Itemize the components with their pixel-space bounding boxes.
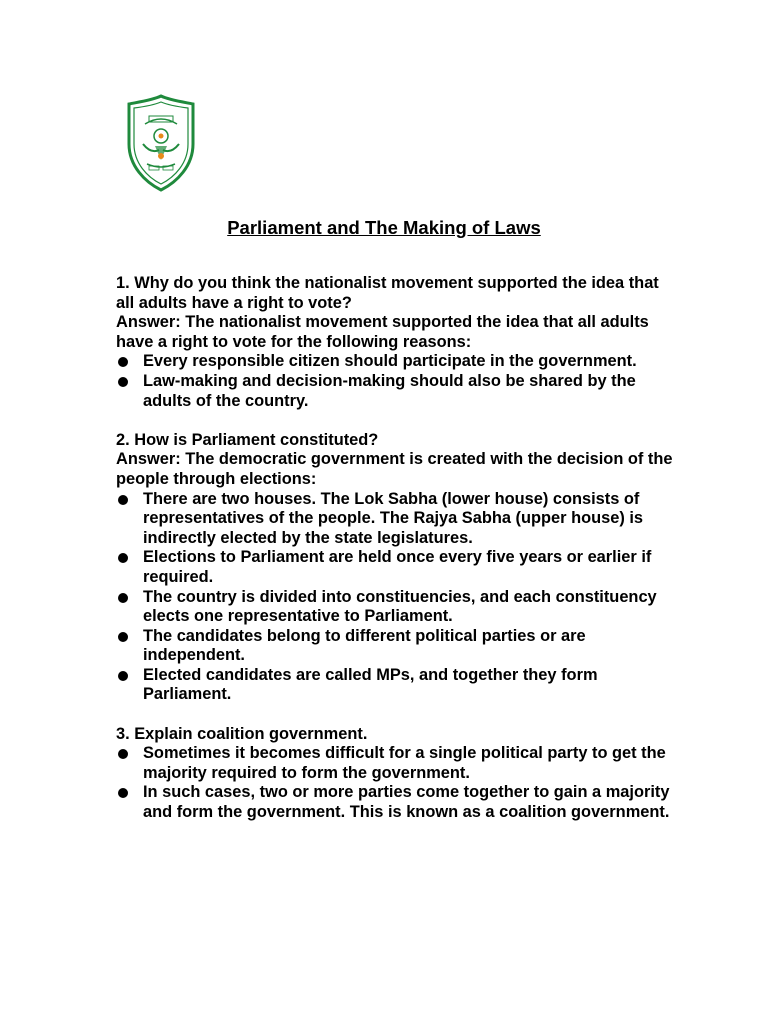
list-item: In such cases, two or more parties come together to gain a majority and form the government. This is known as a coalition government.	[116, 783, 676, 822]
bullet-list-3	[116, 744, 676, 822]
bullet-list-1	[116, 352, 676, 411]
list-item: Elected candidates are called MPs, and together they form Parliament.	[116, 666, 676, 705]
bullet-icon	[118, 749, 128, 759]
document-body	[116, 274, 676, 823]
answer-1: Answer: The nationalist movement supported the idea that all adults have a right to vote for the following reasons:	[116, 313, 649, 351]
list-item: The candidates belong to different political parties or are independent.	[116, 627, 676, 666]
question-number: 2.	[116, 430, 130, 449]
school-logo	[125, 94, 197, 192]
bullet-icon	[118, 553, 128, 563]
document-title: Parliament and The Making of Laws	[227, 217, 541, 238]
question-text: How is Parliament constituted?	[134, 430, 379, 449]
list-item: Elections to Parliament are held once every five years or earlier if required.	[116, 548, 676, 587]
question-number: 3.	[116, 724, 130, 743]
bullet-icon	[118, 357, 128, 367]
bullet-list-2	[116, 490, 676, 706]
bullet-icon	[118, 593, 128, 603]
bullet-icon	[118, 377, 128, 387]
list-item: Every responsible citizen should participate in the government.	[116, 352, 676, 372]
question-2	[116, 431, 676, 451]
question-text: Explain coalition government.	[134, 724, 368, 743]
question-3	[116, 725, 676, 745]
shield-crest-icon	[125, 94, 197, 192]
question-text: Why do you think the nationalist movement supported the idea that all adults have a right to vote?	[116, 274, 659, 312]
bullet-icon	[118, 495, 128, 505]
answer-2: Answer: The democratic government is created with the decision of the people through elections:	[116, 450, 673, 488]
bullet-icon	[118, 632, 128, 642]
section-3	[116, 725, 676, 823]
section-1	[116, 274, 676, 411]
question-number: 1.	[116, 274, 130, 292]
question-1	[116, 274, 676, 313]
list-item: Sometimes it becomes difficult for a single political party to get the majority required to form the government.	[116, 744, 676, 783]
list-item: The country is divided into constituencies, and each constituency elects one representative to Parliament.	[116, 588, 676, 627]
section-2	[116, 431, 676, 705]
list-item: There are two houses. The Lok Sabha (lower house) consists of representatives of the people. The Rajya Sabha (upper house) is indirectly elected by the state legislatures.	[116, 490, 676, 549]
bullet-icon	[118, 788, 128, 798]
list-item: Law-making and decision-making should also be shared by the adults of the country.	[116, 372, 676, 411]
bullet-icon	[118, 671, 128, 681]
